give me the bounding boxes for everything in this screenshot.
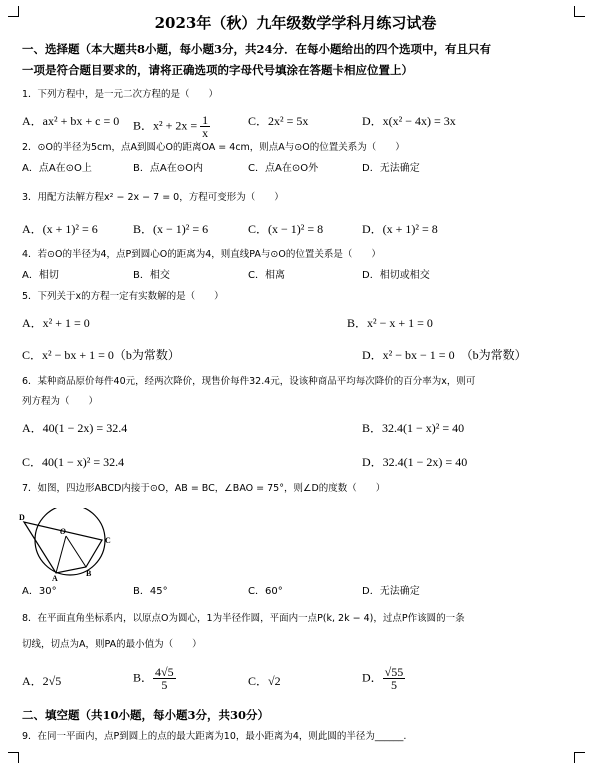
question-4-stem: 4．若⊙O的半径为4，点P到圆心O的距离为4，则直线PA与⊙O的位置关系是（ ）: [22, 249, 381, 260]
point-label-c: C: [105, 536, 111, 545]
question-7-option-c: C．60°: [248, 586, 283, 597]
section1-heading-line2: 一项是符合题目要求的，请将正确选项的字母代号填涂在答题卡相应位置上）: [22, 63, 413, 77]
question-3-option-d: D．(x + 1)² = 8: [362, 222, 438, 236]
section2-heading: 二、填空题（共10小题，每小题3分，共30分）: [22, 708, 270, 722]
question-4-option-c: C．相离: [248, 270, 285, 281]
question-4-option-d: D．相切或相交: [362, 270, 430, 281]
question-6-option-c: C．40(1 − x)² = 32.4: [22, 455, 125, 469]
point-label-d: D: [19, 513, 25, 522]
page-title: 2023年（秋）九年级数学学科月练习试卷: [154, 14, 437, 32]
question-6-option-d: D．32.4(1 − 2x) = 40: [362, 455, 468, 469]
question-2-option-b: B．点A在⊙O内: [133, 163, 203, 174]
question-1-option-a: A．ax² + bx + c = 0: [22, 114, 120, 128]
section1-heading-line1: 一、选择题（本大题共8小题，每小题3分，共24分．在每小题给出的四个选项中，有且只有: [22, 42, 492, 56]
question-5-option-c: C．x² − bx + 1 = 0（b为常数）: [22, 348, 180, 362]
question-1-option-b: B．x² + 2x = $\frac{1}{x}$: [133, 113, 209, 140]
question-6-option-b: B．32.4(1 − x)² = 40: [362, 421, 465, 435]
question-7-option-a: A．30°: [22, 586, 57, 597]
question-8-option-c: C．√2: [248, 674, 281, 688]
corner-mark-bottom-left: [8, 752, 19, 763]
question-7-figure: [18, 508, 118, 586]
question-2-option-d: D．无法确定: [362, 163, 420, 174]
question-1-option-d: D．x(x² − 4x) = 3x: [362, 114, 456, 128]
question-3-option-c: C．(x − 1)² = 8: [248, 222, 324, 236]
question-5-option-b: B．x² − x + 1 = 0: [347, 316, 433, 330]
question-3-option-b: B．(x − 1)² = 6: [133, 222, 209, 236]
question-8-stem-line2: 切线，切点为A，则PA的最小值为（ ）: [22, 639, 202, 650]
question-4-option-b: B．相交: [133, 270, 170, 281]
question-8-option-d: D． $\frac{√55}{5}$: [362, 665, 404, 692]
question-7-option-d: D．无法确定: [362, 586, 420, 597]
question-1-option-c: C．2x² = 5x: [248, 114, 309, 128]
question-6-option-a: A．40(1 − 2x) = 32.4: [22, 421, 128, 435]
question-5-option-d: D．x² − bx − 1 = 0 （b为常数）: [362, 348, 527, 362]
question-7-option-b: B．45°: [133, 586, 168, 597]
question-6-stem-line1: 6．某种商品原价每件40元，经两次降价，现售价每件32.4元，设该种商品平均每次降价的百分率为x，则可: [22, 376, 476, 387]
question-2-stem: 2．⊙O的半径为5cm，点A到圆心O的距离OA = 4cm，则点A与⊙O的位置关系为（ ）: [22, 142, 405, 153]
question-2-option-a: A．点A在⊙O上: [22, 163, 92, 174]
point-label-a: A: [52, 574, 58, 582]
question-6-stem-line2: 列方程为（ ）: [22, 396, 99, 407]
question-5-stem: 5．下列关于x的方程一定有实数解的是（ ）: [22, 291, 224, 302]
question-9-stem: 9．在同一平面内，点P到圆上的点的最大距离为10，最小距离为4，则此圆的半径为______.: [22, 731, 407, 742]
segment-ob: [66, 536, 86, 567]
question-5-option-a: A．x² + 1 = 0: [22, 316, 90, 330]
question-1-stem: 1．下列方程中，是一元二次方程的是（ ）: [22, 89, 219, 100]
question-8-option-a: A．2√5: [22, 674, 62, 688]
question-2-option-c: C．点A在⊙O外: [248, 163, 319, 174]
point-label-b: B: [86, 569, 92, 578]
question-4-option-a: A．相切: [22, 270, 59, 281]
point-label-o: O: [60, 527, 66, 536]
inscribed-quadrilateral-diagram: [18, 508, 118, 582]
corner-mark-bottom-right: [574, 752, 585, 763]
question-7-stem: 7．如图，四边形ABCD内接于⊙O，AB = BC，∠BAO = 75°，则∠D的度数（ ）: [22, 483, 386, 494]
question-8-option-b: B． $\frac{4√5}{5}$: [133, 665, 174, 692]
question-3-option-a: A．(x + 1)² = 6: [22, 222, 98, 236]
question-8-stem-line1: 8．在平面直角坐标系内，以原点O为圆心，1为半径作圆，平面内一点P(k, 2k − 4)，过点P作该圆的一条: [22, 613, 465, 624]
question-3-stem: 3．用配方法解方程x² − 2x − 7 = 0，方程可变形为（ ）: [22, 192, 284, 203]
segment-oa: [56, 536, 66, 573]
